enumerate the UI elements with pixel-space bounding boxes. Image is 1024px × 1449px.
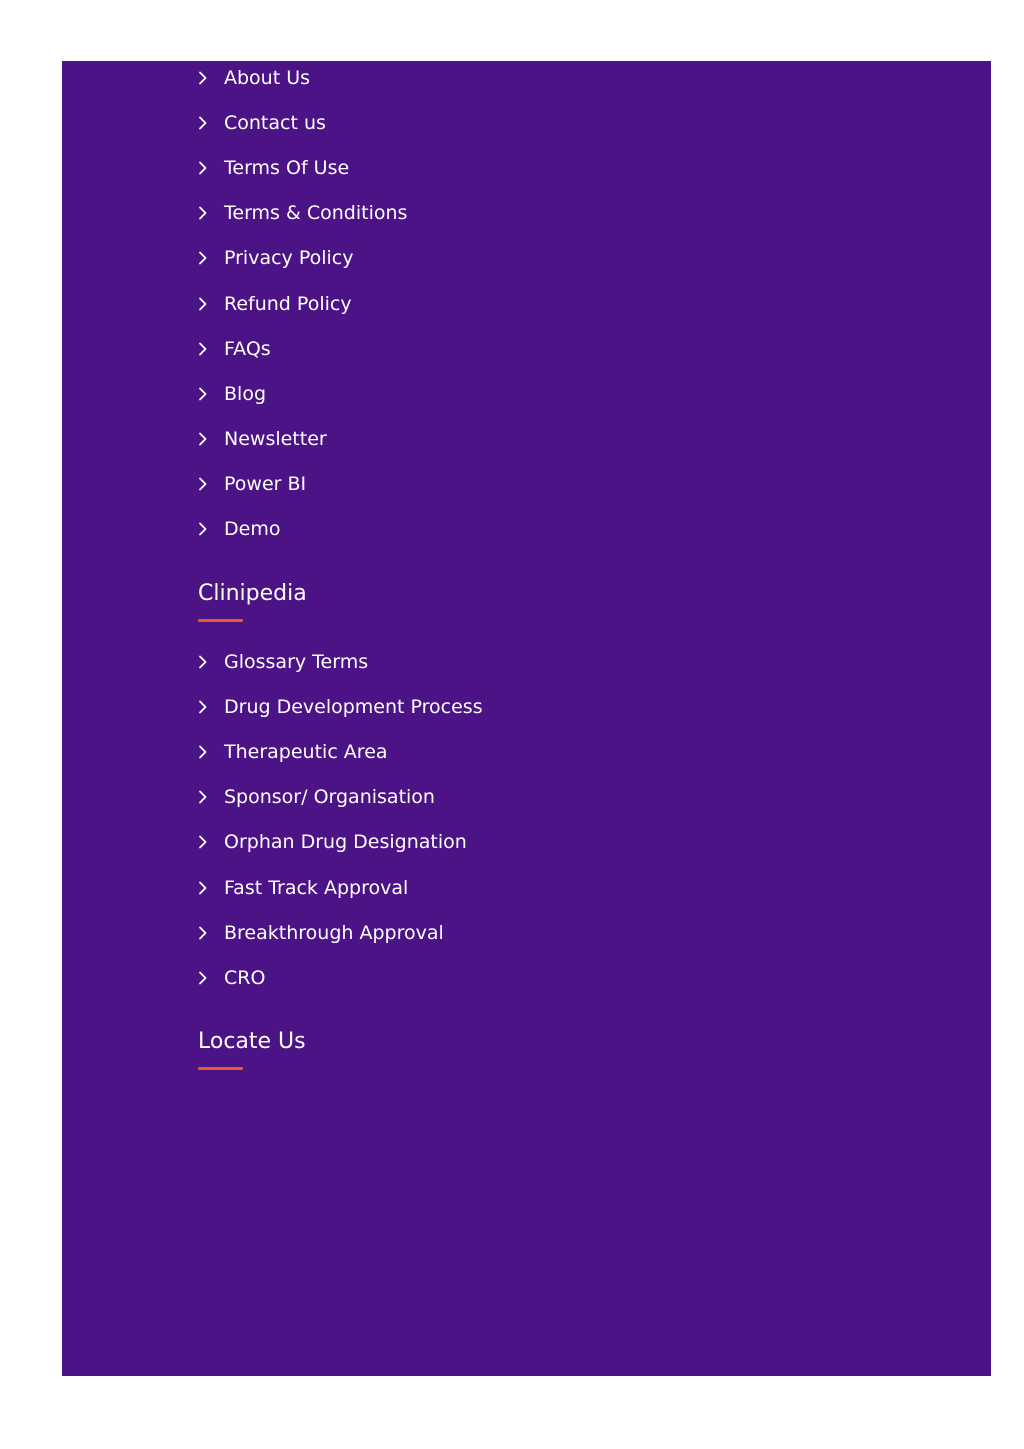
footer-link-terms-conditions[interactable]	[198, 191, 407, 236]
footer-link-label: About Us	[224, 66, 311, 89]
footer-link-breakthrough-approval[interactable]	[198, 910, 483, 955]
chevron-right-icon	[198, 203, 224, 223]
footer-link-label: Drug Development Process	[224, 695, 483, 718]
heading-underline	[198, 1067, 243, 1070]
footer-link-newsletter[interactable]	[198, 417, 407, 462]
footer-link-label: Fast Track Approval	[224, 876, 409, 899]
footer-link-therapeutic-area[interactable]	[198, 729, 483, 774]
chevron-right-icon	[198, 248, 224, 268]
footer-link-cro[interactable]	[198, 955, 483, 1000]
chevron-right-icon	[198, 832, 224, 852]
footer-link-label: Privacy Policy	[224, 247, 354, 270]
footer-link-label: Newsletter	[224, 428, 327, 451]
footer-link-label: Orphan Drug Designation	[224, 831, 467, 854]
footer-link-label: Sponsor/ Organisation	[224, 786, 435, 809]
clinipedia-links-list	[198, 639, 483, 1001]
footer-link-glossary-terms[interactable]	[198, 639, 483, 684]
chevron-right-icon	[198, 968, 224, 988]
footer-link-drug-development-process[interactable]	[198, 684, 483, 729]
footer-link-terms-of-use[interactable]	[198, 145, 407, 190]
chevron-right-icon	[198, 652, 224, 672]
chevron-right-icon	[198, 474, 224, 494]
footer-link-sponsor-organisation[interactable]	[198, 775, 483, 820]
chevron-right-icon	[198, 787, 224, 807]
footer-link-contact-us[interactable]	[198, 100, 407, 145]
map-embed-area	[198, 1091, 858, 1341]
footer-link-label: Demo	[224, 518, 281, 541]
chevron-right-icon	[198, 113, 224, 133]
chevron-right-icon	[198, 519, 224, 539]
footer-link-label: Therapeutic Area	[224, 740, 388, 763]
footer-link-label: Terms Of Use	[224, 156, 350, 179]
chevron-right-icon	[198, 294, 224, 314]
footer-link-orphan-drug-designation[interactable]	[198, 820, 483, 865]
footer-link-privacy-policy[interactable]	[198, 236, 407, 281]
chevron-right-icon	[198, 742, 224, 762]
chevron-right-icon	[198, 697, 224, 717]
footer-link-label: FAQs	[224, 337, 271, 360]
heading-underline	[198, 619, 243, 622]
footer-link-demo[interactable]	[198, 507, 407, 552]
footer-link-label: Blog	[224, 382, 266, 405]
chevron-right-icon	[198, 68, 224, 88]
footer-link-refund-policy[interactable]	[198, 281, 407, 326]
locate-us-heading: Locate Us	[198, 1029, 306, 1054]
footer-link-blog[interactable]	[198, 371, 407, 416]
chevron-right-icon	[198, 158, 224, 178]
footer-link-power-bi[interactable]	[198, 462, 407, 507]
chevron-right-icon	[198, 923, 224, 943]
footer-link-label: Refund Policy	[224, 292, 352, 315]
quick-links-list	[198, 55, 407, 552]
footer-link-label: Terms & Conditions	[224, 202, 408, 225]
clinipedia-heading: Clinipedia	[198, 581, 307, 606]
chevron-right-icon	[198, 878, 224, 898]
chevron-right-icon	[198, 384, 224, 404]
footer-link-about-us[interactable]	[198, 55, 407, 100]
footer-link-faqs[interactable]	[198, 326, 407, 371]
footer-link-label: Breakthrough Approval	[224, 921, 444, 944]
footer-link-label: Power BI	[224, 473, 307, 496]
footer-link-label: CRO	[224, 966, 266, 989]
footer-link-label: Glossary Terms	[224, 650, 369, 673]
chevron-right-icon	[198, 339, 224, 359]
footer-link-label: Contact us	[224, 111, 326, 134]
chevron-right-icon	[198, 429, 224, 449]
footer-panel	[62, 61, 991, 1376]
footer-link-fast-track-approval[interactable]	[198, 865, 483, 910]
